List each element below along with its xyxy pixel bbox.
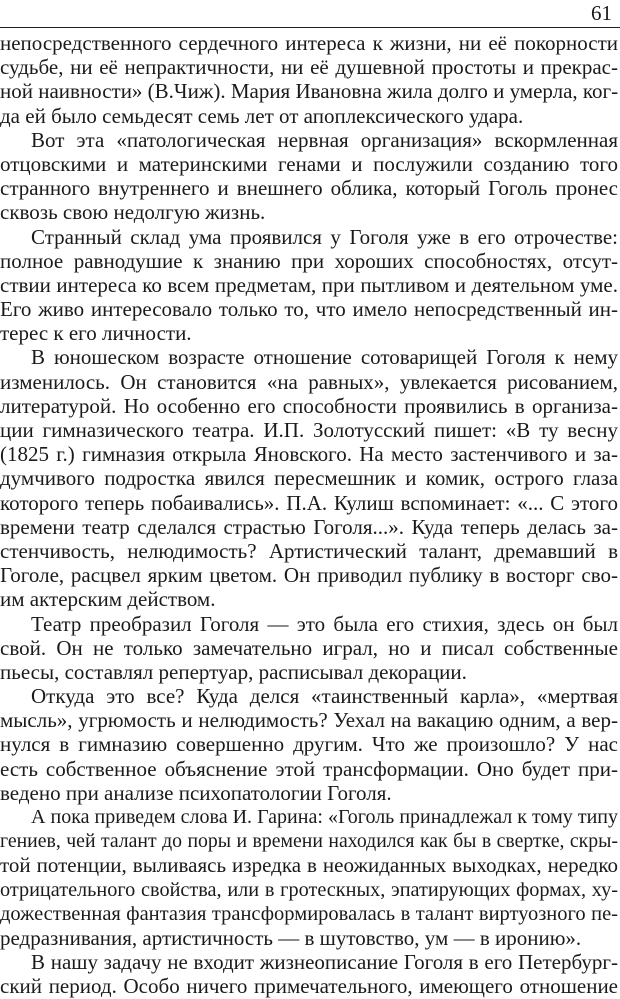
text-line: В нашу задачу не входит жизнеописание Гоголя в его Петербург- (31, 950, 618, 975)
text-line: той потенции, выливаясь изредка в неожиданных выходках, нередко (0, 853, 618, 878)
text-line: А пока приведем слова И. Гарина: «Гоголь принадлежал к тому типу (31, 806, 618, 828)
text-line: времени театр сделался страстью Гоголя...». Куда теперь делась за- (0, 514, 618, 539)
text-line: терес к его личности. (0, 321, 192, 346)
text-line: Вот эта «патологическая нервная организация» вскормленная (31, 127, 618, 152)
header-rule (0, 27, 620, 28)
text-line: отрицательного свойства, или в гротескных, эпатирующих формах, ху- (0, 878, 618, 901)
text-line: В юношеском возрасте отношение сотоварищей Гоголя к нему (31, 345, 618, 370)
text-line: Театр преобразил Гоголя — это была его стихия, здесь он был (31, 611, 618, 636)
text-line: ский период. Особо ничего примечательного, имеющего отношение (0, 974, 618, 999)
text-line: стенчивость, нелюдимость? Артистический талант, дремавший в (0, 538, 618, 563)
text-line: да ей было семьдесят семь лет от апоплексического удара. (0, 103, 524, 128)
text-line: дожественная фантазия трансформировалась в талант виртуозного пе- (0, 902, 618, 925)
text-line: изменилось. Он становится «на равных», увлекается рисованием, (0, 369, 618, 394)
text-line: странного внутреннего и внешнего облика, который Гоголь пронес (0, 176, 618, 201)
text-line: ствии интереса ко всем предметам, при пытливом и деятельном уме. (0, 272, 618, 297)
text-line: (1825 г.) гимназия открыла Яновского. На место застенчивого и за- (0, 442, 618, 467)
text-line: ции гимназического театра. И.П. Золотусский пишет: «В ту весну (0, 418, 618, 442)
text-line: полное равнодушие к знанию при хороших способностях, отсут- (0, 248, 618, 273)
text-line: редразнивания, артистичность — в шутовство, ум — в иронию». (0, 925, 582, 950)
text-line: гениев, чей талант до поры и времени находился как бы в свертке, скры- (0, 830, 618, 853)
text-line: Странный склад ума проявился у Гоголя уже в его отрочестве: (31, 224, 618, 249)
text-line: Откуда это все? Куда делся «таинственный карла», «мертвая (31, 684, 618, 709)
text-line: ведено при анализе психопатологии Гоголя. (0, 780, 392, 805)
text-line: литературой. Но особенно его способности проявились в организа- (0, 393, 618, 418)
text-line: пьесы, составлял репертуар, расписывал декорации. (0, 659, 467, 684)
page-number: 61 (591, 1, 612, 25)
text-line: есть собственное объяснение этой трансформации. Оно будет при- (0, 756, 618, 781)
text-line: Его живо интересовало только то, что имело непосредственный ин- (0, 297, 618, 322)
text-line: Гоголе, расцвел ярким цветом. Он приводил публику в восторг сво- (0, 563, 618, 588)
text-line: им актерским действом. (0, 587, 216, 612)
text-line: свой. Он не только замечательно играл, но и писал собственные (0, 635, 618, 660)
text-line: мысль», угрюмость и нелюдимость? Уехал на вакацию одним, а вер- (0, 708, 618, 733)
text-line: которого теперь побаивались». П.А. Кулиш вспоминает: «... С этого (0, 490, 618, 515)
text-line: сквозь свою недолгую жизнь. (0, 200, 266, 225)
text-line: отцовскими и материнскими генами и послужили созданию того (0, 151, 618, 176)
text-line: судьбе, ни её непрактичности, ни её душевной простоты и прекрас- (0, 55, 618, 80)
text-line: нулся в гимназию совершенно другим. Что же произошло? У нас (0, 732, 618, 757)
text-line: ной наивности» (В.Чиж). Мария Ивановна жила долго и умерла, ког- (0, 79, 619, 104)
text-line: непосредственного сердечного интереса к жизни, ни её покорности (0, 31, 618, 55)
text-body (0, 31, 619, 999)
text-line: думчивого подростка явился пересмешник и комик, острого глаза (0, 466, 618, 491)
